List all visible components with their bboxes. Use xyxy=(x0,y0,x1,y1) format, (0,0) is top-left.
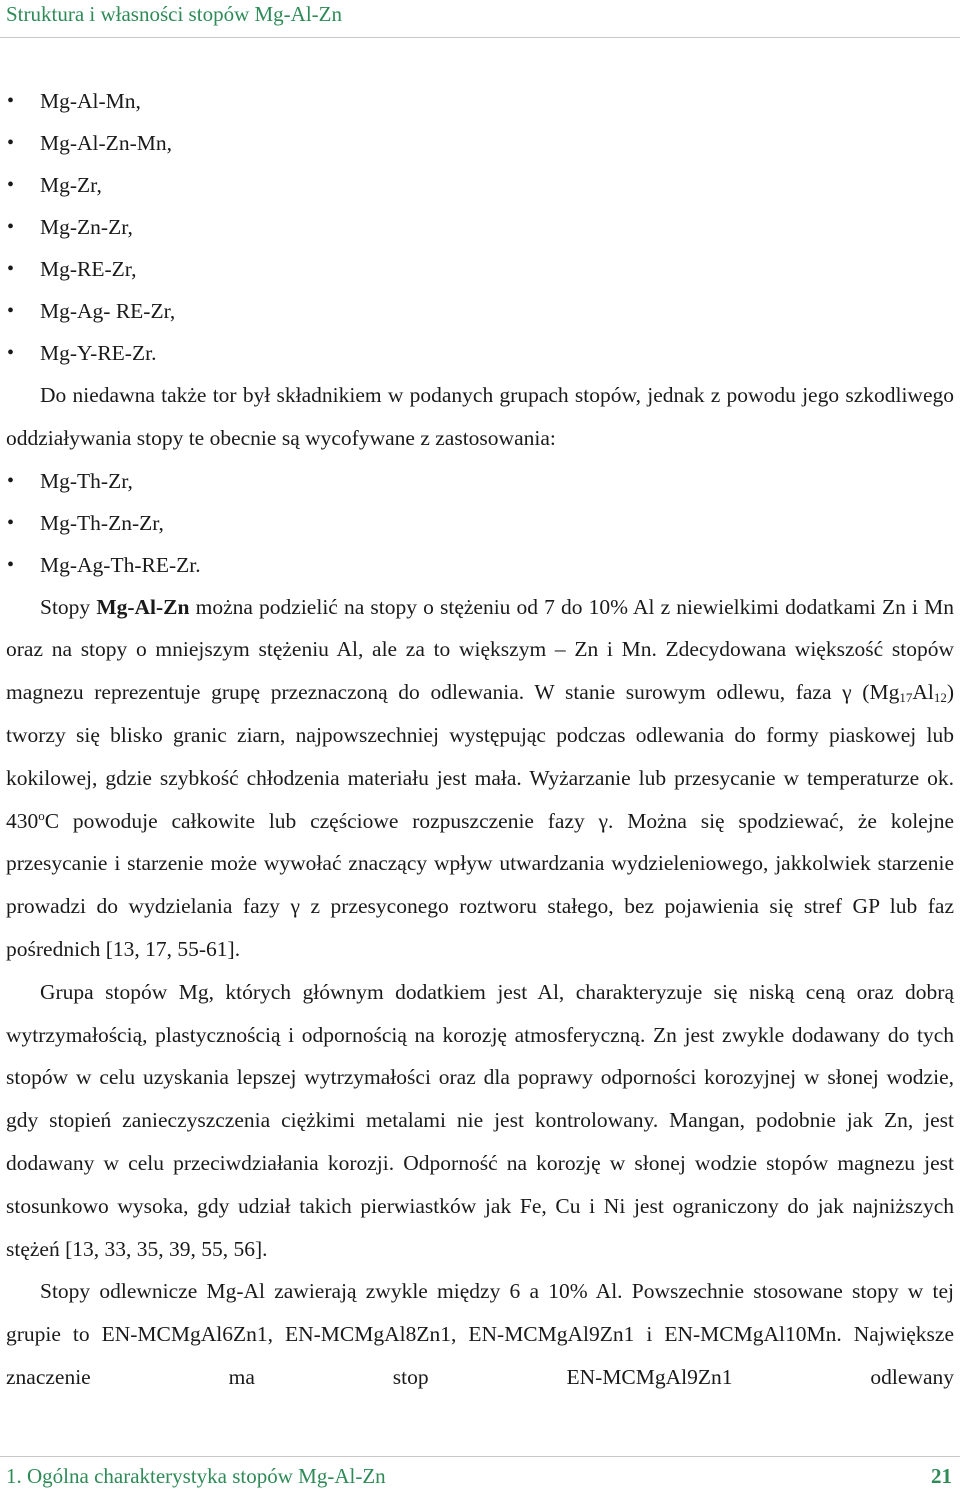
bullet-icon: • xyxy=(7,132,15,154)
bullet-icon: • xyxy=(7,511,15,534)
bullet-icon: • xyxy=(7,174,15,196)
alloy-group-list xyxy=(6,80,954,374)
bullet-icon: • xyxy=(7,90,15,112)
page-number: 21 xyxy=(931,1464,952,1488)
alloy-term: Mg-Al-Zn xyxy=(96,594,190,619)
header-divider xyxy=(0,37,960,38)
list-item: • Mg-Y-RE-Zr. xyxy=(6,332,954,374)
list-item: • Mg-Zn-Zr, xyxy=(6,206,954,248)
withdrawn-alloy-list xyxy=(6,460,954,586)
bullet-icon: • xyxy=(7,258,15,280)
paragraph-casting-alloys: Stopy odlewnicze Mg-Al zawierają zwykle między 6 a 10% Al. Powszechnie stosowane stopy w tej grupie to EN-MCMgAl6Zn1, EN-MCMgAl8Zn1, EN-MCMgAl9Zn1 i EN-MCMgAl10Mn. Największe znaczenie ma stop EN-MCMgAl9Zn1 odlewany xyxy=(6,1279,954,1389)
list-item: • Mg-RE-Zr, xyxy=(6,248,954,290)
list-item: • Mg-Th-Zn-Zr, xyxy=(6,502,954,544)
paragraph-mg-al-zn: Stopy Mg-Al-Zn można podzielić na stopy o stężeniu od 7 do 10% Al z niewielkimi dodatkami Zn i Mn oraz na stopy o mniejszym stężeniu Al, ale za to większym – Zn i Mn. Zdecydowana większość stopów magnezu reprezentuje grupę przeznaczoną do odlewania. W stanie surowym odlewu, faza γ $(Mg_{17}Al_{12})$ tworzy się blisko granic ziarn, najpowszechniej występując podczas odlewania do formy piaskowej lub kokilowej, gdzie szybkość chłodzenia materiału jest mała. Wyżarzanie lub przesycanie w temperaturze ok. 430$^o$C powoduje całkowite lub częściowe rozpuszczenie fazy γ. Można się spodziewać, że kolejne przesycanie i starzenie może wywołać znaczący wpływ utwardzania wydzieleniowego, jakkolwiek starzenie prowadzi do wydzielania fazy γ z przesyconego roztworu stałego, bez pojawienia się stref GP lub faz pośrednich [13, 17, 55-61]. xyxy=(6,594,954,961)
bullet-icon: • xyxy=(7,300,15,322)
list-item: • Mg-Zr, xyxy=(6,164,954,206)
list-item: • Mg-Ag-Th-RE-Zr. xyxy=(6,544,954,586)
list-item: • Mg-Th-Zr, xyxy=(6,460,954,502)
list-item: • Mg-Ag- RE-Zr, xyxy=(6,290,954,332)
page-body xyxy=(6,80,954,1399)
footer-chapter-title: 1. Ogólna charakterystyka stopów Mg-Al-Zn xyxy=(6,1464,386,1488)
paragraph-thorium: Do niedawna także tor był składnikiem w podanych grupach stopów, jednak z powodu jego szkodliwego oddziaływania stopy te obecnie są wycofywane z zastosowania: xyxy=(6,383,954,450)
bullet-icon: • xyxy=(7,342,15,364)
bullet-icon: • xyxy=(7,469,15,492)
list-item: • Mg-Al-Zn-Mn, xyxy=(6,122,954,164)
paragraph-properties: Grupa stopów Mg, których głównym dodatkiem jest Al, charakteryzuje się niską ceną oraz dobrą wytrzymałością, plastycznością i odpornością na korozję atmosferyczną. Zn jest zwykle dodawany do tych stopów w celu uzyskania lepszej wytrzymałości oraz dla poprawy odporności korozyjnej w słonej wodzie, gdy stopień zanieczyszczenia ciężkimi metalami nie jest kontrolowany. Mangan, podobnie jak Zn, jest dodawany w celu przeciwdziałania korozji. Odporność na korozję w słonej wodzie stopów magnezu jest stosunkowo wysoka, gdy udział takich pierwiastków jak Fe, Cu i Ni jest ograniczony do jak najniższych stężeń [13, 33, 35, 39, 55, 56]. xyxy=(6,979,954,1261)
footer-divider xyxy=(0,1456,960,1457)
bullet-icon: • xyxy=(7,553,15,576)
bullet-icon: • xyxy=(7,216,15,238)
list-item: • Mg-Al-Mn, xyxy=(6,80,954,122)
running-header: Struktura i własności stopów Mg-Al-Zn xyxy=(6,2,342,26)
